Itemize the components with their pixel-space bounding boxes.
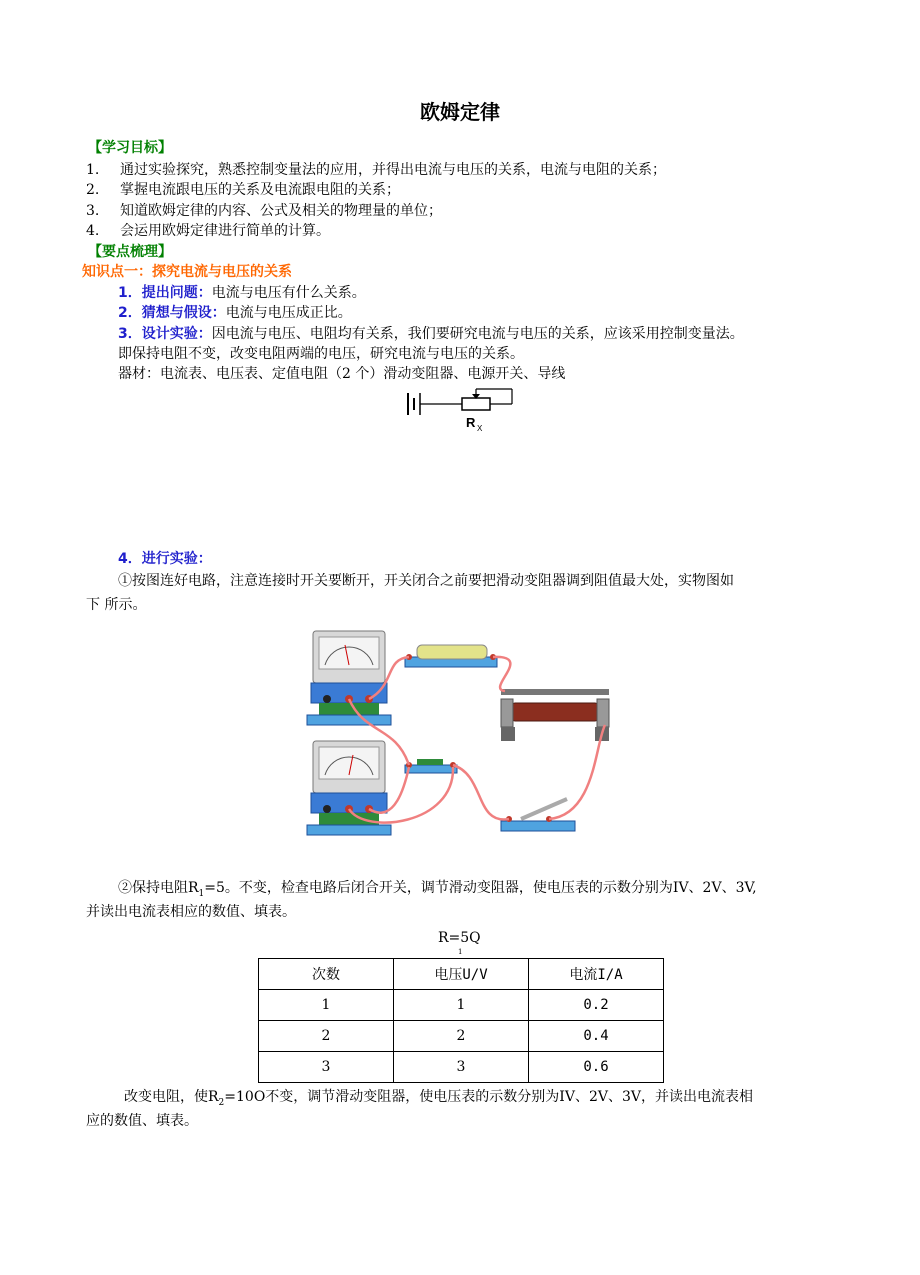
table-cell: 2 [259,1021,394,1052]
para-text: =10O不变，调节滑动变阻器，使电压表的示数分别为IV、2V、3V，并读出电流表相 [224,1089,753,1105]
knowledge-point-title: 知识点一：探究电流与电压的关系 [82,264,292,280]
objectives-heading: 【学习目标】 [88,140,172,156]
table-cell: 3 [259,1052,394,1083]
step-3 [118,323,744,343]
step-label: 4．进行实验： [118,551,212,567]
objective-text: 知道欧姆定律的内容、公式及相关的物理量的单位； [120,203,442,219]
step-label: 1．提出问题： [118,285,212,301]
step-3-continued: 即保持电阻不变，改变电阻两端的电压，研究电流与电压的关系。 [118,346,524,362]
objective-text: 掌握电流跟电压的关系及电流跟电阻的关系； [120,182,400,198]
table-row [259,1021,664,1052]
circuit-diagram [400,385,530,435]
table-cell: 3 [394,1052,529,1083]
table-row [259,1052,664,1083]
step-4-para1-line2: 下 所示。 [86,597,147,613]
table-cell: 2 [394,1021,529,1052]
table-caption: R=5Q [438,930,481,946]
key-points-heading: 【要点梳理】 [88,244,172,260]
objective-number: 2. [86,182,100,198]
step-text: 电流与电压有什么关系。 [211,285,366,301]
step-text: 因电流与电压、电阻均有关系，我们要研究电流与电压的关系，应该采用控制变量法。 [211,326,744,342]
voltmeter [307,741,391,835]
objective-number: 1. [86,162,100,178]
table-header-cell: 电压U/V [394,959,529,990]
step-4-para2-line2: 并读出电流表相应的数值、填表。 [86,904,296,920]
table-row [259,990,664,1021]
subscript: 2 [218,1097,225,1108]
para-text: =5。不变，检查电路后闭合开关，调节滑动变阻器，使电压表的示数分别为IV、2V、3V, [204,880,757,896]
subscript: 1 [198,888,205,899]
page-title: 欧姆定律 [420,100,500,124]
ammeter [307,631,391,725]
objective-number: 4. [86,223,100,239]
after-table-line2: 应的数值、填表。 [86,1113,198,1129]
battery [405,645,497,667]
para-text: ②保持电阻R [118,880,199,896]
resistor-subscript: X [477,424,483,433]
table-header-row [259,959,664,990]
table-cell: 1 [394,990,529,1021]
table-header-cell: 次数 [259,959,394,990]
step-1 [118,282,366,302]
apparatus-photo [305,625,620,850]
step-label: 2．猜想与假设： [118,305,226,321]
objective-number: 3. [86,203,100,219]
table-header-cell: 电流I/A [529,959,664,990]
step-4-para1-line1: ①按图连好电路，注意连接时开关要断开，开关闭合之前要把滑动变阻器调到阻值最大处，实物图如 [118,573,734,589]
equipment-list: 器材：电流表、电压表、定值电阻（2 个）滑动变阻器、电源开关、导线 [118,366,566,382]
table-cell: 0.2 [529,990,664,1021]
step-4-para2-line1 [118,877,757,899]
table-caption-subscript: 1 [458,948,463,956]
data-table [258,958,664,1083]
objective-item [86,220,330,240]
objective-item [86,179,400,199]
step-text: 电流与电压成正比。 [225,305,352,321]
objective-item [86,200,442,220]
objective-text: 通过实验探究，熟悉控制变量法的应用，并得出电流与电压的关系，电流与电阻的关系； [120,162,666,178]
step-2 [118,302,352,322]
objective-item [86,159,666,179]
table-cell: 0.4 [529,1021,664,1052]
table-cell: 0.6 [529,1052,664,1083]
step-label: 3．设计实验： [118,326,212,342]
fixed-resistor [405,759,457,773]
table-cell: 1 [259,990,394,1021]
objective-text: 会运用欧姆定律进行简单的计算。 [120,223,330,239]
after-table-line1 [124,1086,753,1108]
rheostat [501,689,609,741]
para-text: 改变电阻，使R [124,1089,219,1105]
resistor-label: R [466,415,476,430]
step-4 [118,548,212,568]
